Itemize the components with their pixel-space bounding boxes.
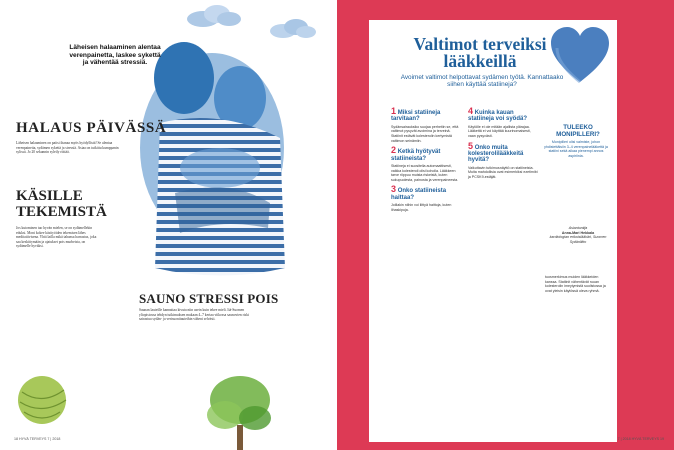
expert-role: kardiologian erikoislääkäri, Suomen Sydänliitto bbox=[549, 235, 607, 244]
article-subtitle: Avoimet valtimot helpottavat sydämen työtä. Kannattaako siihen käyttää statiineja? bbox=[400, 74, 564, 89]
sauno-heading: SAUNO STRESSI POIS bbox=[139, 291, 279, 306]
question-4: 4 Kuinka kauan statiineja voi syödä? bbox=[468, 106, 528, 123]
answer-3: Joillakin niihin voi liittyä haittoja, kuten lihaskipuja. bbox=[391, 203, 452, 212]
answer-2: Statiineja ei suositella automaattisesti, vaikka kolesteroli olisi koholla. Lääkkeen tarve riippuu muista riskeistä, kuten sukupuolesta, painosta ja verenpaineesta. bbox=[391, 164, 459, 182]
answer-4: Käytölle ei ole mitään ajallista ylärajaa. Lääkettä ei voi käyttää kuurinomaisesti, vaan pysyvästi. bbox=[468, 124, 531, 138]
hugging-couple-illustration bbox=[120, 28, 310, 290]
expert-label: Asiantuntija bbox=[568, 226, 588, 230]
question-5: 5 Onko muita kolesterolilääkkeitä hyvitä? bbox=[468, 140, 524, 164]
right-page bbox=[337, 0, 674, 450]
page-footer-left: 18 HYVÄ TERVEYS 7 | 2018 bbox=[14, 437, 61, 441]
birch-whisk-illustration bbox=[200, 370, 280, 450]
kasille-heading: KÄSILLE TEKEMISTÄ bbox=[16, 188, 107, 220]
article-title: Valtimot terveiksi lääkkeillä bbox=[413, 34, 547, 71]
expert-name: Anna-Mari Hekkala bbox=[561, 230, 595, 235]
article-column-3: tuosmerkimus muiden lääkkeiden kanssa. Statiinit vähentävät ruuan kolesterolin imeytymistä suolistossa ja ovat yleisin käytössä oleva ryhmä. bbox=[545, 275, 606, 293]
question-1: 1 Miksi statiineja tarvitaan? bbox=[391, 106, 441, 123]
article-column-2 bbox=[468, 108, 538, 184]
halaus-body: Läheisen halaaminen on paitsi ihanaa myös hyödyllistä! Se alentaa verenpainetta, sydämen sykettä ja stressiä. Asiaa on tutkittu kumppanin sylissä. Jo 20 sekunnin syleily riittää. bbox=[16, 141, 119, 155]
sidebar-body: Monipilleri olisi valmiste, johon yhdistettäisiin 3–4 verenpainelääkettä ja statiini sekä aikaa pienempi annos aspiriinia. bbox=[544, 140, 608, 158]
kasille-body: Jos kutominen tuo hyvän mielen, se on sydämellekin eduksi. Moni kokee käsityöiden tekemisen lähes meditatiivisena. Yhtä lailla mikä tahansa harrastus, joka saa keskittymään ja ajatukset pois murheista, on sydämelle hyväksi. bbox=[16, 226, 97, 249]
sidebar-heading: TULEEKO MONIPILLERI? bbox=[556, 124, 600, 138]
question-3: 3 Onko statiineista haittaa? bbox=[391, 184, 447, 201]
heart-illustration bbox=[549, 26, 611, 84]
answer-1: Sydänsairauksiko suojaa perhetiin se, että valtimot pysyvät avoimina ja terveinä. Statiinit estävät kolesterolin kertymistä valtimon seinämiin. bbox=[391, 124, 459, 143]
answer-5: Vaikuttavin tutkimusnäyttö on statiineista. Muita mahdollisia ovat esimerkiksi ezetimibi ja PCSK9-estäjät. bbox=[468, 165, 538, 179]
cloud-illustration bbox=[185, 4, 245, 28]
question-2: 2 Ketkä hyötyvät statiineista? bbox=[391, 145, 441, 162]
page-footer-right: 7 | 2018 HYVÄ TERVEYS 19 bbox=[617, 437, 664, 441]
yarn-ball-illustration bbox=[14, 372, 74, 428]
sauno-body: Saunan lauteille kannattaa kivuta niin usein kuin tekee mieli. Itä-Suomen yliopistossa tehdyn tutkimuksen mukaan 4–7 kertaa viikossa saunovien riski sairastua sydän- ja verisuonitauteihin väheni selvästi. bbox=[139, 308, 249, 322]
halaus-heading: HALAUS PÄIVÄSSÄ bbox=[16, 120, 167, 136]
article-column-1 bbox=[391, 108, 461, 216]
expert-box bbox=[545, 226, 611, 244]
lead-text: Läheisen halaaminen alentaa verenpainetta, laskee sykettä ja vähentää stressiä. bbox=[69, 44, 161, 67]
